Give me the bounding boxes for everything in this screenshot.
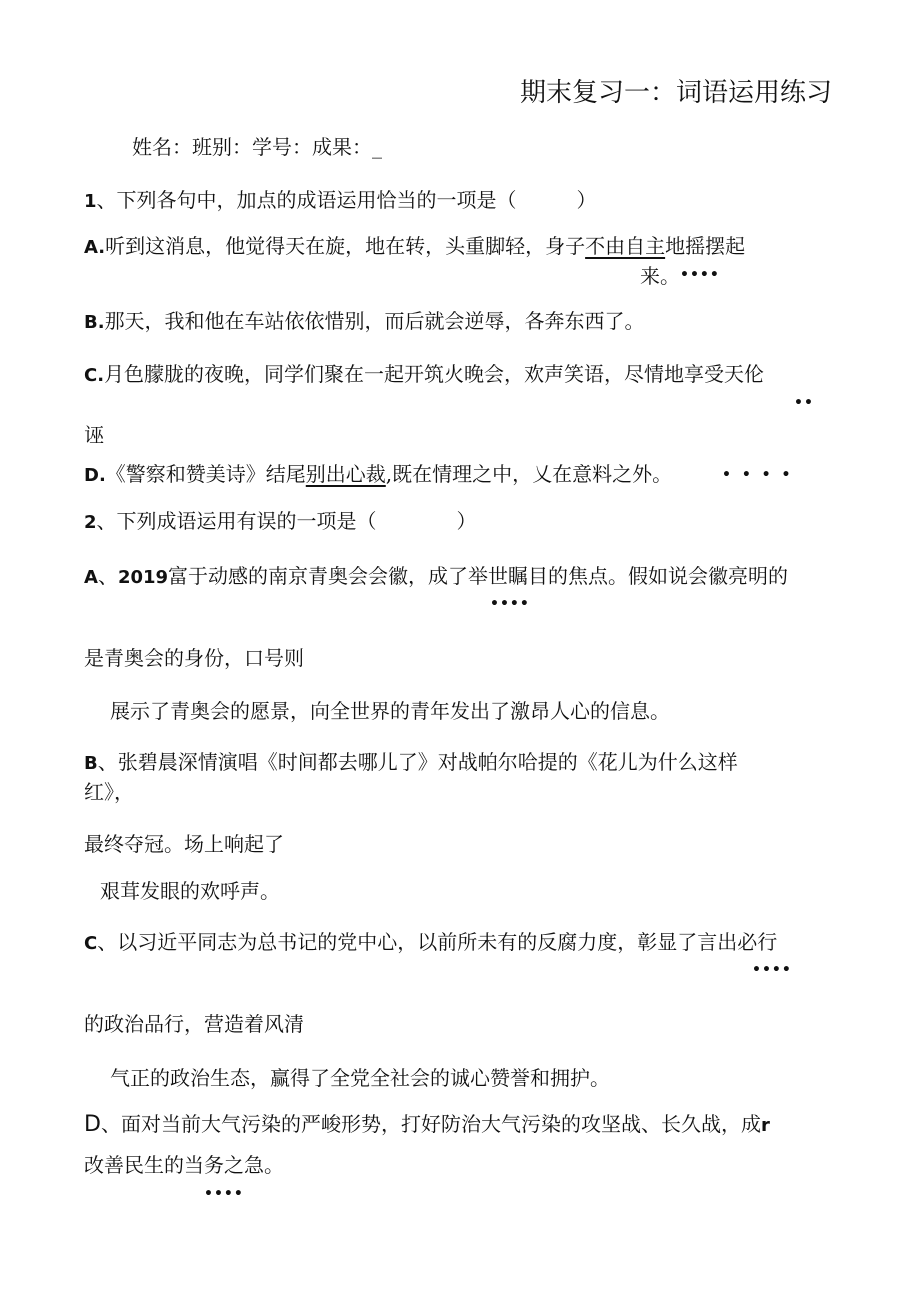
emphasis-dots-1d: • • • • <box>722 467 794 483</box>
option-2a-line3: 展示了青奥会的愿景，向全世界的青年发出了激昂人心的信息。 <box>110 699 670 723</box>
option-1d-label: D. <box>84 465 106 486</box>
option-1a <box>84 234 745 260</box>
emphasis-dots-2a: •••• <box>490 596 530 612</box>
option-1a-pre: 听到这消息，他觉得天在旋，地在转，头重脚轻，身子 <box>105 234 586 258</box>
option-1d-post: ,既在情理之中，乂在意料之外。 <box>385 462 673 486</box>
option-2c-line2: 的政治品行，营造着风清 <box>84 1012 304 1036</box>
option-2a-sep: 、 <box>97 564 118 588</box>
emphasis-dots-1a: •••• <box>680 267 720 283</box>
option-2a-year: 2019 <box>117 567 169 588</box>
option-2a-line2: 是青奥会的身份，口号则 <box>84 646 304 670</box>
option-1a-post: 地摇摆起 <box>665 234 746 258</box>
option-2b-line2: 红》， <box>84 780 134 804</box>
option-2b-line3: 最终夺冠。场上响起了 <box>84 832 284 856</box>
option-1a-continuation: 来。 <box>640 264 680 288</box>
question-1-text: 、下列各句中，加点的成语运用恰当的一项是（ ） <box>96 188 597 212</box>
option-1c-text: 月色朦胧的夜晚，同学们聚在一起开筑火晚会，欢声笑语，尽情地享受天伦 <box>104 362 765 386</box>
emphasis-dots-2d: •••• <box>204 1186 244 1202</box>
option-2c <box>84 930 777 956</box>
option-1c-label: C. <box>84 365 105 386</box>
student-info: 姓名：班别：学号：成果：_ <box>132 135 382 159</box>
emphasis-dots-2c: •••• <box>752 962 792 978</box>
option-2b-label: B <box>84 753 98 774</box>
option-1a-label: A. <box>84 237 106 258</box>
option-2a-label: A <box>84 567 98 588</box>
question-1-stem <box>84 188 597 214</box>
option-1b-label: B. <box>84 312 105 333</box>
option-1d <box>84 462 672 488</box>
question-1-number: 1 <box>84 191 97 212</box>
question-2-text: 、下列成语运用有误的一项是（ ） <box>96 509 477 533</box>
option-1d-idiom: 别出心裁 <box>305 462 386 486</box>
option-1d-pre: 《警察和赞美诗》结尾 <box>105 462 306 486</box>
option-2c-line3: 气正的政治生态，赢得了全党全社会的诚心赞誉和拥护。 <box>110 1066 610 1090</box>
option-2d-line1: 、面对当前大气污染的严峻形势，打好防治大气污染的攻坚战、长久战，成 <box>100 1112 761 1136</box>
option-2b <box>84 750 738 776</box>
option-1c-continuation: 诬 <box>84 423 104 447</box>
option-2d-line2: 改善民生的当务之急。 <box>84 1153 284 1177</box>
option-1b-text: 那天，我和他在车站依依惜别，而后就会逆辱，各奔东西了。 <box>104 309 645 333</box>
option-2a-line1: 富于动感的南京青奥会会徽，成了举世瞩目的焦点。假如说会徽亮明的 <box>168 564 789 588</box>
option-2d <box>84 1112 770 1138</box>
option-2d-label: D <box>84 1112 101 1137</box>
option-2b-line4: 艰茸发眼的欢呼声。 <box>100 879 280 903</box>
page-title: 期末复习一：词语运用练习 <box>520 78 833 108</box>
option-2a <box>84 564 788 590</box>
question-2-stem <box>84 509 477 535</box>
option-2b-line1: 、张碧晨深情演唱《时间都去哪儿了》对战帕尔哈提的《花儿为什么这样 <box>97 750 738 774</box>
emphasis-dots-1c: •• <box>794 395 814 411</box>
option-1b <box>84 309 645 335</box>
option-1c <box>84 362 764 388</box>
option-2d-line1-tail: r <box>760 1115 770 1136</box>
option-2c-line1: 、以习近平同志为总书记的党中心，以前所未有的反腐力度，彰显了言出必行 <box>97 930 778 954</box>
option-1a-idiom: 不由自主 <box>585 234 666 258</box>
question-2-number: 2 <box>84 512 97 533</box>
option-2c-label: C <box>84 933 98 954</box>
